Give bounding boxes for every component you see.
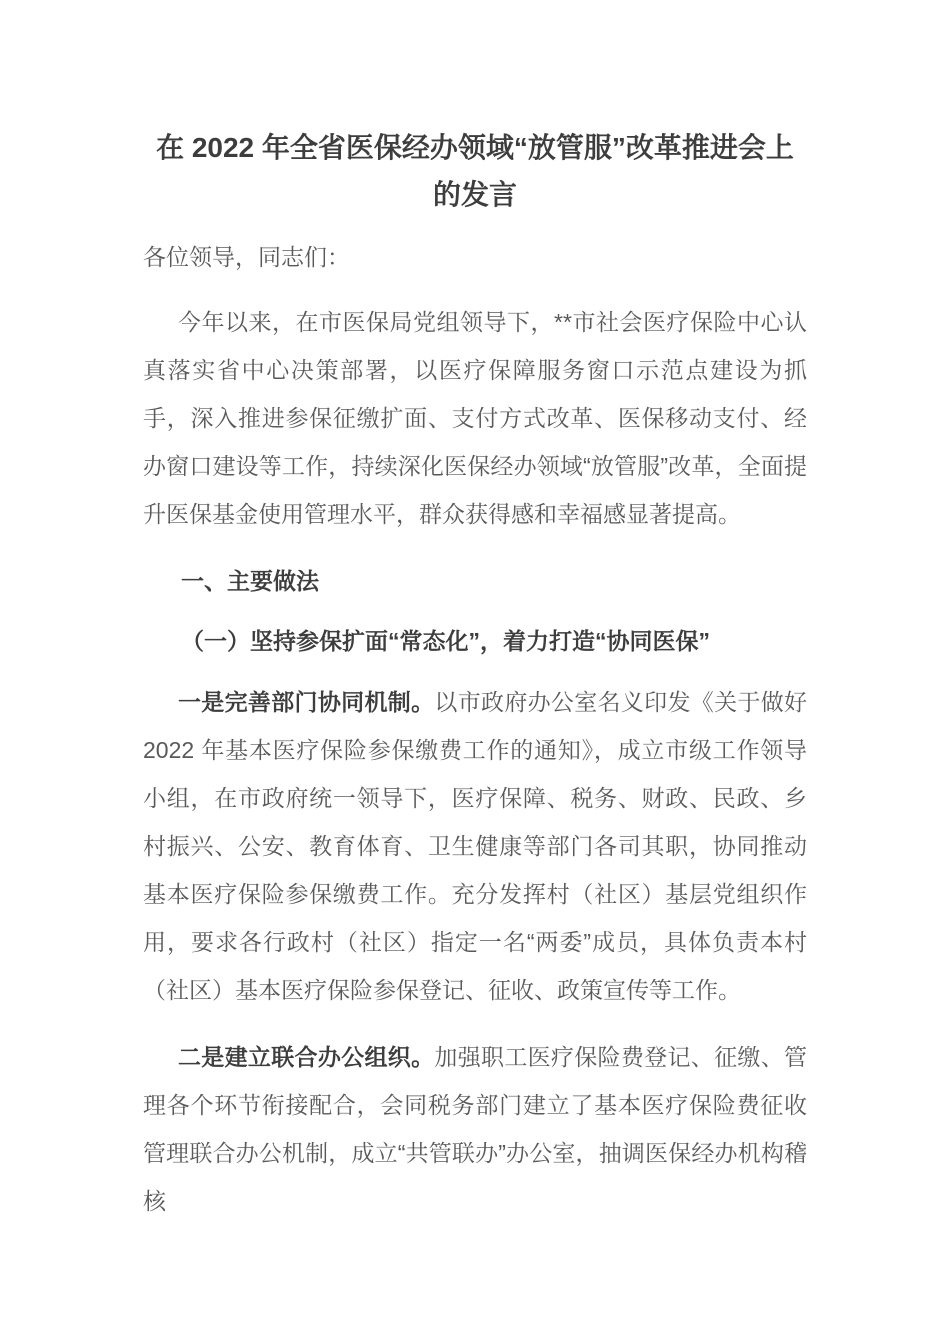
salutation-line: 各位领导，同志们： [143, 244, 350, 270]
paragraph-lead-1: 一是完善部门协同机制。 [178, 689, 435, 715]
body-paragraph-item-1 [143, 678, 807, 1014]
section-heading-main-practices: 一、主要做法 [181, 568, 319, 594]
body-paragraph-item-2 [143, 1033, 807, 1225]
paragraph-text-1: 以市政府办公室名义印发《关于做好 2022 年基本医疗保险参保缴费工作的通知》，成立市级工作领导小组，在市政府统一领导下，医疗保障、税务、财政、民政、乡村振兴、公安、教育体育、卫生健康等部门各司其职，协同推动基本医疗保险参保缴费工作。充分发挥村（社区）基层党组织作用，要求各行政村（社区）指定一名“两委”成员，具体负责本村（社区）基本医疗保险参保登记、征收、政策宣传等工作。 [143, 689, 808, 1003]
intro-paragraph: 今年以来，在市医保局党组领导下，**市社会医疗保险中心认真落实省中心决策部署，以医疗保障服务窗口示范点建设为抓手，深入推进参保征缴扩面、支付方式改革、医保移动支付、经办窗口建设等工作，持续深化医保经办领域“放管服”改革，全面提升医保基金使用管理水平，群众获得感和幸福感显著提高。 [143, 309, 807, 527]
paragraph-lead-2: 二是建立联合办公组织。 [178, 1044, 435, 1070]
paragraph-text-2: 加强职工医疗保险费登记、征缴、管理各个环节衔接配合，会同税务部门建立了基本医疗保险费征收管理联合办公机制，成立“共管联办”办公室，抽调医保经办机构稽核 [143, 1044, 808, 1214]
document-title: 在 2022 年全省医保经办领域“放管服”改革推进会上的发言 [156, 132, 794, 210]
subsection-heading-enrollment-expansion: （一）坚持参保扩面“常态化”，着力打造“协同医保” [181, 628, 710, 654]
